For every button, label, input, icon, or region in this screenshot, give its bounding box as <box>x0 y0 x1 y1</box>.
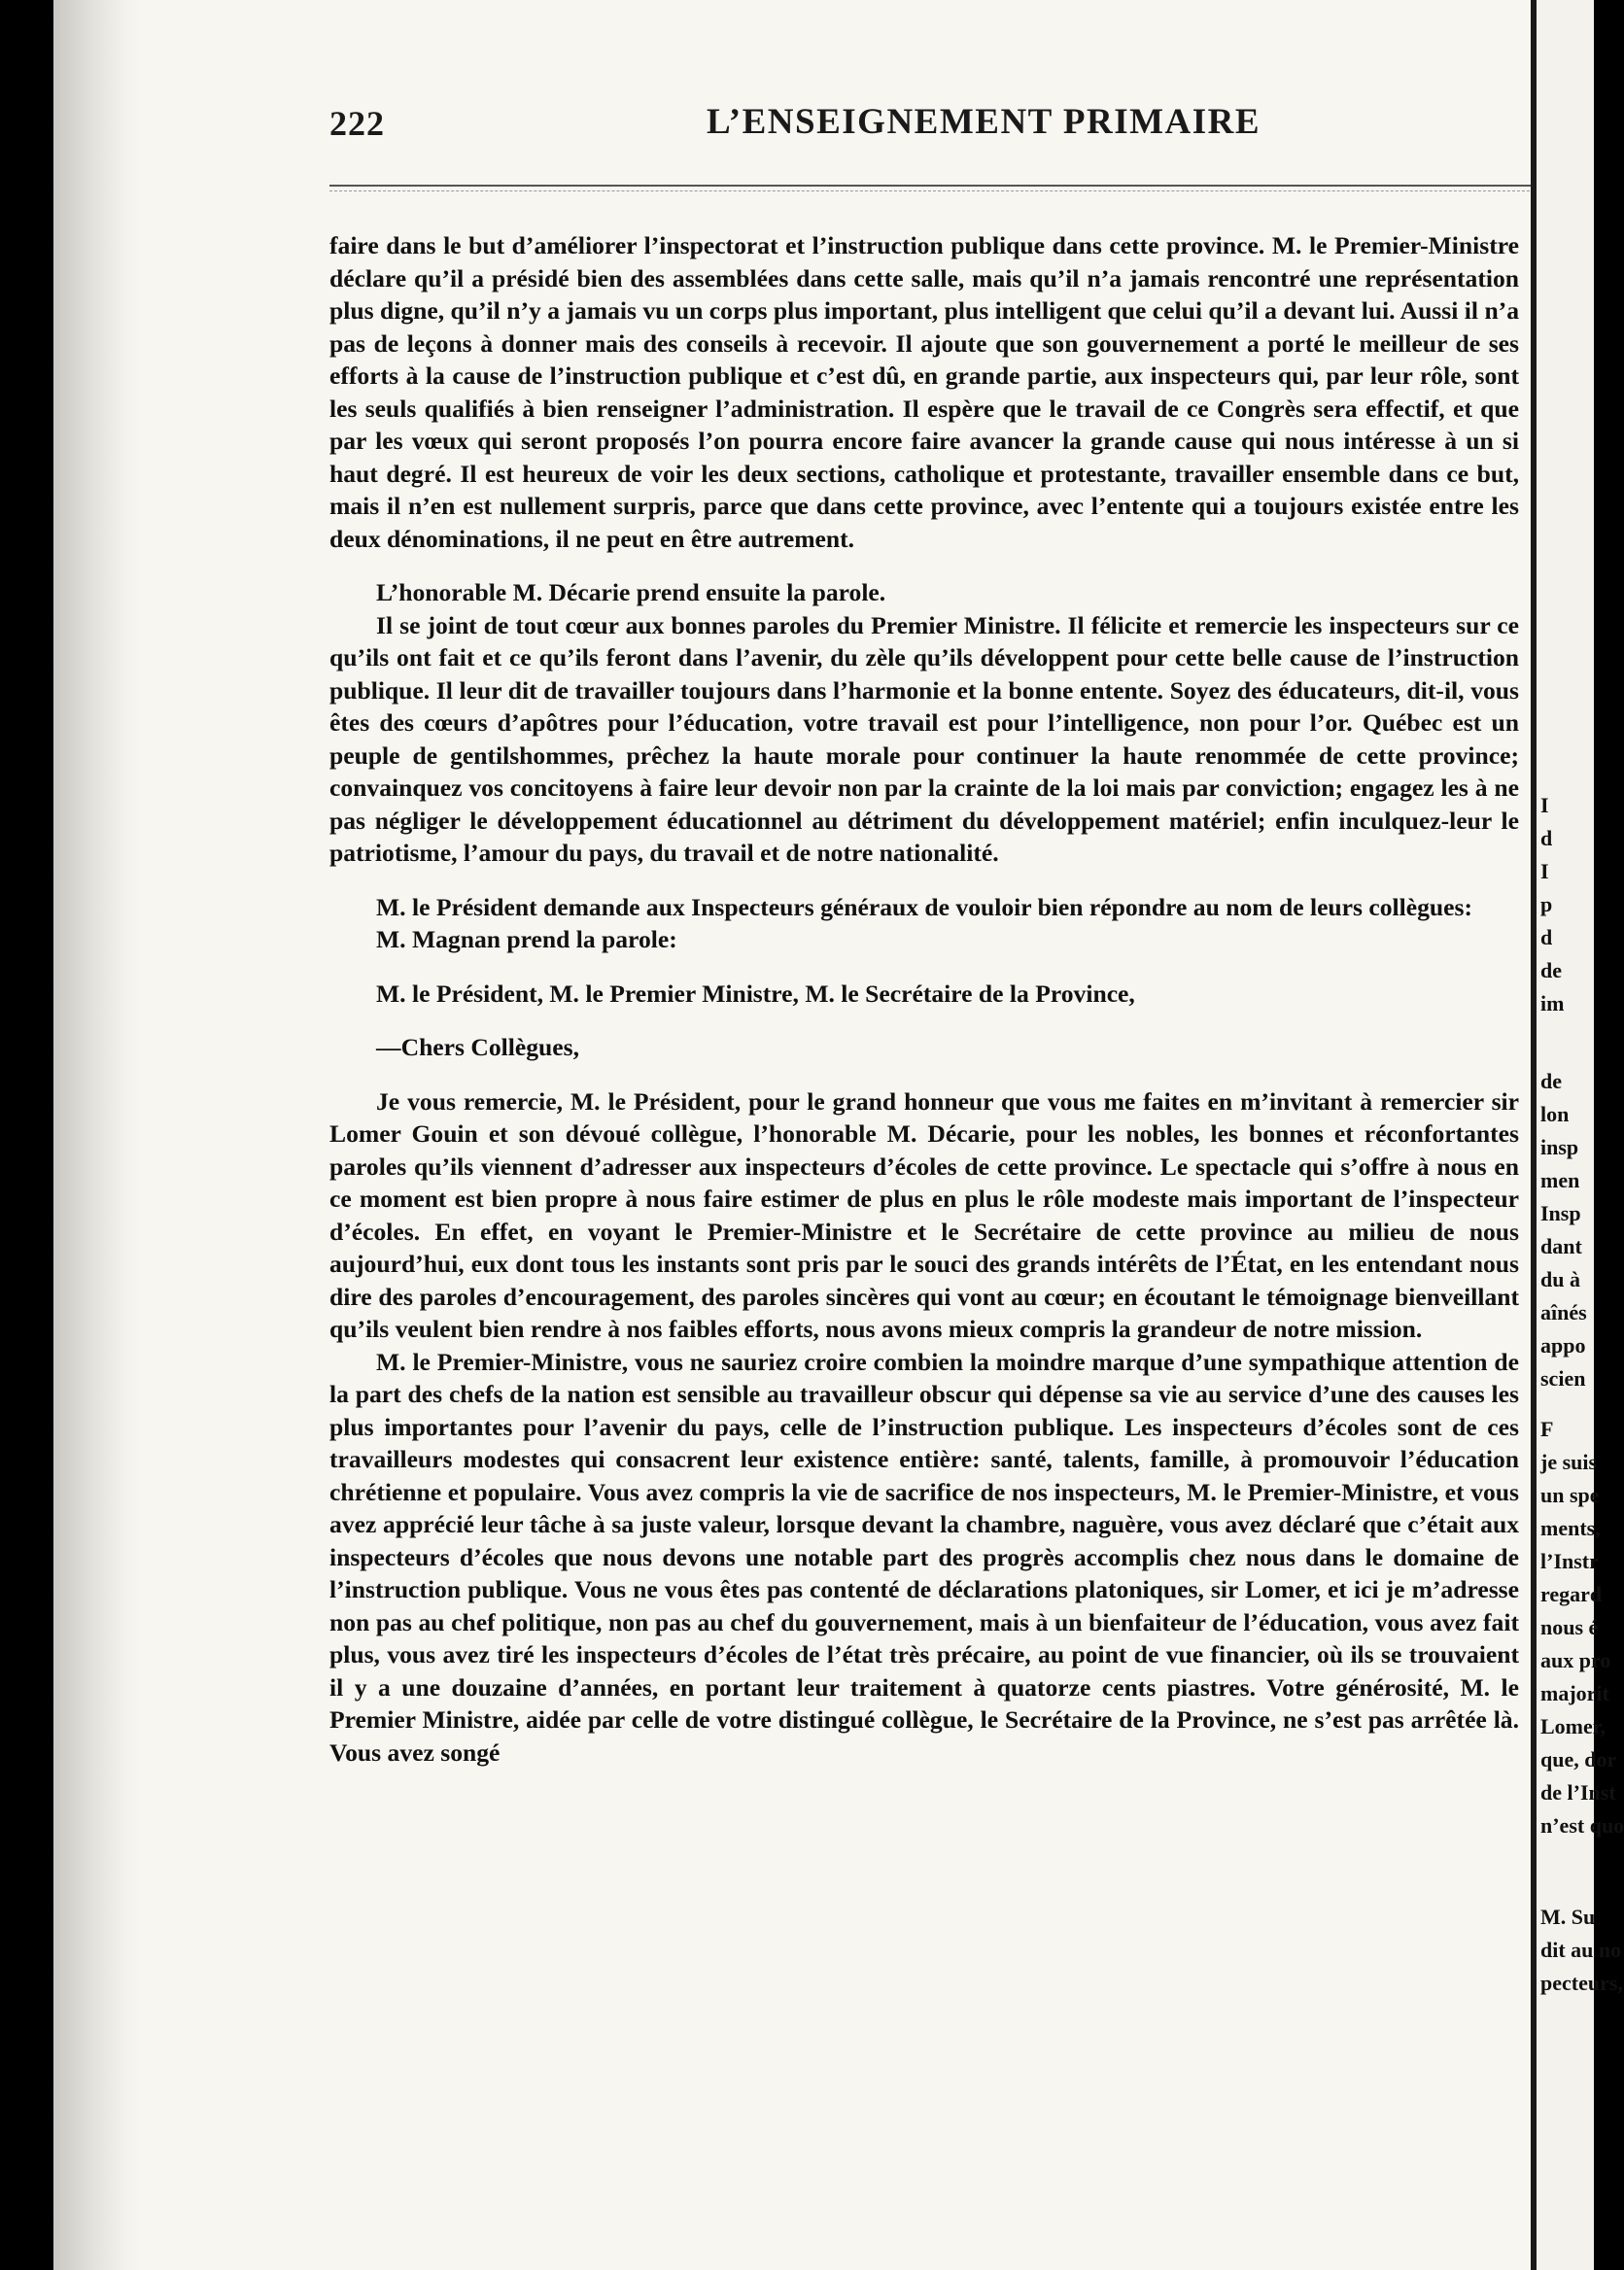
paragraph-decarie-speech: Il se joint de tout cœur aux bonnes paroles du Premier Ministre. Il félicite et remercie les inspecteurs sur ce qu’ils ont fait et ce qu’ils feront dans l’avenir, du zèle qu’ils développent pour cette belle cause de l’instruction publique. Il leur dit de travailler toujours dans l’harmonie et la bonne entente. Soyez des éducateurs, dit-il, vous êtes des cœurs d’apôtres pour l’éducation, votre travail est pour l’intelligence, non pour l’or. Québec est un peuple de gentilshommes, prêchez la haute morale pour continuer la haute renommée de cette province; convainquez vos concitoyens à faire leur devoir non par la crainte de la loi mais par conviction; engagez les à ne pas négliger le développement éducationnel au détriment du développement matériel; enfin inculquez-leur le patriotisme, l’amour du pays, du travail et de notre nationalité. <box>329 610 1519 867</box>
page-header <box>329 93 1546 152</box>
document-page <box>53 0 1531 2270</box>
page-number: 222 <box>329 104 385 143</box>
adjacent-fragment: je suis <box>1540 1450 1598 1474</box>
adjacent-fragment: scien <box>1540 1366 1586 1391</box>
header-rule <box>329 185 1544 187</box>
adjacent-fragment: men <box>1540 1168 1580 1192</box>
adjacent-fragment: aux pro <box>1540 1648 1611 1672</box>
binding-shadow <box>53 0 141 2270</box>
paragraph-magnan-minister: M. le Premier-Ministre, vous ne sauriez croire combien la moindre marque d’une sympathique attention de la part des chefs de la nation est sensible au travailleur obscur qui dépense sa vie au service d’une des causes les plus importantes pour l’avenir du pays, celle de l’instruction publique. Les inspecteurs d’écoles sont de ces travailleurs modestes qui consacrent leur existence entière: santé, talents, famille, à promouvoir l’éducation chrétienne et populaire. Vous avez compris la vie de sacrifice de nos inspecteurs, M. le Premier-Ministre, et vous avez apprécié leur tâche à sa juste valeur, lorsque devant la chambre, naguère, vous avez déclaré que c’était aux inspecteurs d’écoles que nous devons une notable part des progrès accomplis chez nous dans le domaine de l’instruction publique. Vous ne vous êtes pas contenté de déclarations platoniques, sir Lomer, et ici je m’adresse non pas au chef politique, non pas au chef du gouvernement, mais à un bienfaiteur de l’éducation, vous avez fait plus, vous avez tiré les inspecteurs d’écoles de l’état très précaire, au point de vue financier, où ils se trouvaient il y a une douzaine d’années, en portant leur traitement à quatorze cents piastres. Votre générosité, M. le Premier Ministre, aidée par celle de votre distingué collègue, le Secrétaire de la Province, ne s’est pas arrêtée là. Vous avez songé <box>329 1347 1519 1767</box>
adjacent-fragment: F <box>1540 1417 1554 1441</box>
adjacent-fragment: p <box>1540 892 1553 916</box>
adjacent-fragment: de <box>1540 958 1562 982</box>
adjacent-fragment: majorit <box>1540 1681 1609 1705</box>
paragraph-colleagues: —Chers Collègues, <box>376 1033 579 1061</box>
adjacent-fragment: d <box>1540 925 1553 949</box>
adjacent-fragment: Lomer, <box>1540 1714 1607 1738</box>
adjacent-fragment: I <box>1540 793 1549 817</box>
adjacent-fragment: dant <box>1540 1234 1582 1258</box>
paragraph-magnan-intro: M. Magnan prend la parole: <box>376 925 677 953</box>
adjacent-fragment: nous é <box>1540 1615 1599 1639</box>
adjacent-fragment: n’est quo <box>1540 1813 1624 1838</box>
adjacent-fragment: M. Su <box>1540 1905 1596 1929</box>
body-text <box>329 229 1519 1769</box>
adjacent-fragment: regard <box>1540 1582 1603 1606</box>
adjacent-fragment: I <box>1540 859 1549 883</box>
adjacent-fragment: d <box>1540 826 1553 850</box>
adjacent-fragment: de <box>1540 1069 1562 1093</box>
adjacent-fragment: du à <box>1540 1267 1580 1291</box>
paragraph-magnan-thanks: Je vous remercie, M. le Président, pour le grand honneur que vous me faites en m’invitant à remercier sir Lomer Gouin et son dévoué collègue, l’honorable M. Décarie, pour les nobles, les bonnes et réconfortantes paroles qu’ils viennent d’adresser aux inspecteurs d’écoles de cette province. Le spectacle qui s’offre à nous en ce moment est bien propre à nous faire estimer de plus en plus le rôle modeste mais important de l’inspecteur d’écoles. En effet, en voyant le Premier-Ministre et le Secrétaire de cette province au milieu de nous aujourd’hui, eux dont tous les instants sont pris par le souci des grands intérêts de l’État, en les entendant nous dire des paroles d’encouragement, des paroles sincères qui vont au cœur; en écoutant le témoignage bienveillant qu’ils veulent bien rendre à nos faibles efforts, nous avons mieux compris la grandeur de notre mission. <box>329 1086 1519 1343</box>
page-separator <box>1531 0 1537 2270</box>
adjacent-page-edge <box>1531 0 1624 2270</box>
adjacent-fragment: l’Instr <box>1540 1549 1599 1573</box>
adjacent-fragment: aînés <box>1540 1300 1587 1324</box>
adjacent-fragment: Insp <box>1540 1201 1581 1225</box>
adjacent-fragment: appo <box>1540 1333 1586 1358</box>
paragraph-president-request: M. le Président demande aux Inspecteurs généraux de vouloir bien répondre au nom de leurs collègues: <box>376 892 1472 921</box>
paragraph-continuation: faire dans le but d’améliorer l’inspectorat et l’instruction publique dans cette province. M. le Premier-Ministre déclare qu’il a présidé bien des assemblées dans cette salle, mais qu’il n’a jamais rencontré une représentation plus digne, qu’il n’y a jamais vu un corps plus important, plus intelligent que celui qu’il a devant lui. Aussi il n’a pas de leçons à donner mais des conseils à recevoir. Il ajoute que son gouvernement a porté le meilleur de ses efforts à la cause de l’instruction publique et c’est dû, en grande partie, aux inspecteurs qui, par leur rôle, sont les seuls qualifiés à bien renseigner l’administration. Il espère que le travail de ce Congrès sera effectif, et que par les vœux qui seront proposés l’on pourra encore faire avancer la grande cause qui nous intéresse à un si haut degré. Il est heureux de voir les deux sections, catholique et protestante, travailler ensemble dans ce but, mais il n’en est nullement surpris, parce que dans cette province, avec l’entente qui a toujours existée entre les deux dénominations, il ne peut en être autrement. <box>329 231 1519 553</box>
running-title: L’ENSEIGNEMENT PRIMAIRE <box>707 102 1261 142</box>
paragraph-salutation: M. le Président, M. le Premier Ministre, M. le Secrétaire de la Province, <box>376 979 1135 1008</box>
adjacent-fragment: pecteurs, <box>1540 1971 1623 1995</box>
adjacent-fragment: un spe <box>1540 1483 1600 1507</box>
paragraph-decarie-intro: L’honorable M. Décarie prend ensuite la parole. <box>376 578 886 606</box>
adjacent-fragment: im <box>1540 991 1565 1015</box>
adjacent-fragment: dit au no <box>1540 1938 1622 1962</box>
header-rule-secondary <box>329 190 1544 191</box>
adjacent-fragment: ments, <box>1540 1516 1601 1540</box>
adjacent-fragment: insp <box>1540 1135 1579 1159</box>
adjacent-fragment: lon <box>1540 1102 1570 1126</box>
adjacent-fragment: que, dor <box>1540 1747 1617 1771</box>
adjacent-fragment: de l’Inst <box>1540 1780 1616 1805</box>
